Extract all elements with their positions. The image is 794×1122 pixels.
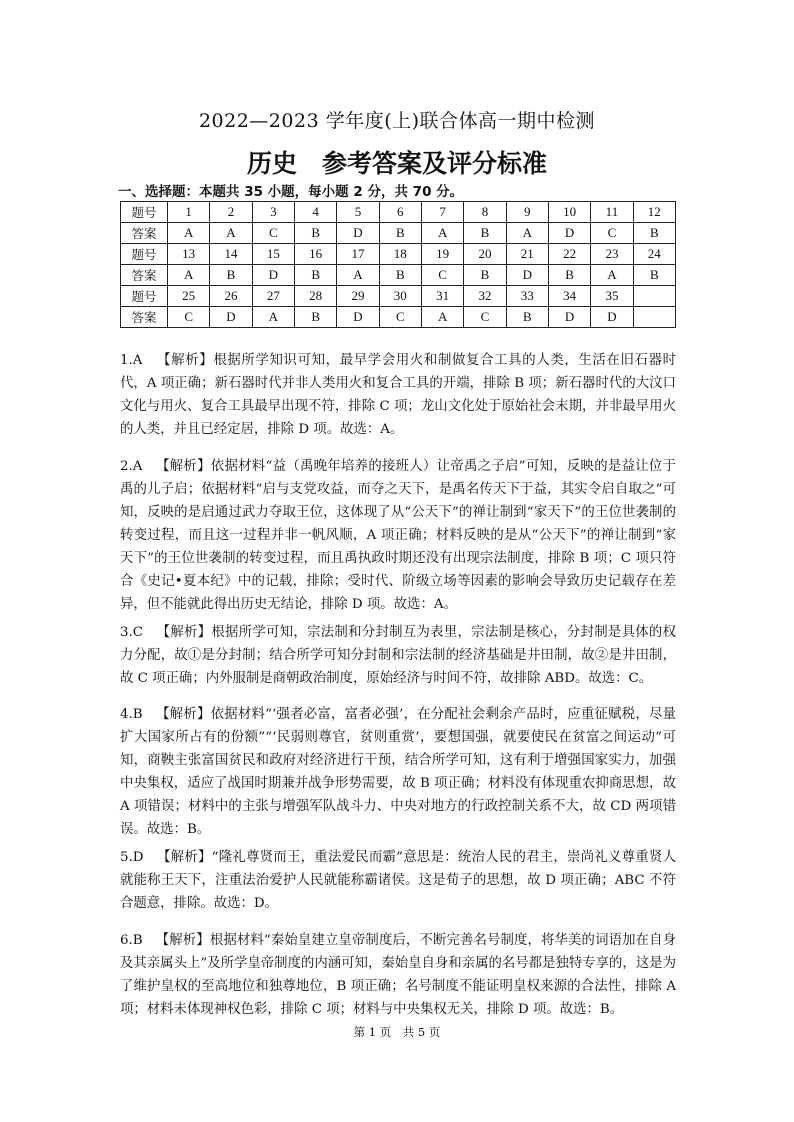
answer-row: [121, 307, 676, 328]
row-label: 题号: [121, 244, 168, 265]
question-number-cell: 31: [421, 286, 463, 307]
question-number-row: [121, 244, 676, 265]
question-number-cell: 9: [506, 202, 548, 223]
answer-cell: A: [337, 265, 379, 286]
explanation-number: 1.A: [120, 353, 143, 368]
explanation-number: 5.D: [120, 850, 144, 865]
question-number-cell: 20: [464, 244, 506, 265]
answer-cell: C: [252, 223, 294, 244]
explanation-5: [120, 846, 676, 915]
explanation-tag: 【解析】: [157, 850, 212, 865]
explanation-tag: 【解析】: [157, 353, 214, 368]
question-number-cell: 30: [379, 286, 421, 307]
answer-cell: B: [210, 265, 252, 286]
question-number-cell: 13: [168, 244, 210, 265]
explanation-4: [120, 703, 676, 841]
row-label: 答案: [121, 223, 168, 244]
document-title: 2022—2023 学年度(上)联合体高一期中检测: [198, 110, 596, 132]
question-number-cell: 16: [294, 244, 336, 265]
answer-cell: B: [379, 223, 421, 244]
explanation-tag: 【解析】: [155, 933, 210, 948]
answer-cell: C: [591, 223, 633, 244]
question-number-cell: 5: [337, 202, 379, 223]
answer-cell: D: [548, 223, 590, 244]
answer-cell: B: [294, 265, 336, 286]
answer-cell: B: [464, 265, 506, 286]
answer-cell: C: [464, 307, 506, 328]
question-number-cell: 1: [168, 202, 210, 223]
question-number-cell: 33: [506, 286, 548, 307]
answer-cell: A: [168, 265, 210, 286]
answer-cell: D: [252, 265, 294, 286]
question-number-cell: 15: [252, 244, 294, 265]
answer-table: [120, 201, 676, 328]
question-number-cell: [633, 286, 675, 307]
answer-row: [121, 223, 676, 244]
explanation-tag: 【解析】: [156, 707, 211, 722]
question-number-cell: 24: [633, 244, 675, 265]
question-number-cell: 11: [591, 202, 633, 223]
answer-cell: A: [506, 223, 548, 244]
question-number-cell: 35: [591, 286, 633, 307]
question-number-row: [121, 202, 676, 223]
explanation-tag: 【解析】: [156, 625, 212, 640]
page-footer: 第 1 页 共 5 页: [353, 1025, 441, 1039]
question-number-cell: 18: [379, 244, 421, 265]
explanation-6: [120, 929, 676, 1021]
explanation-number: 2.A: [120, 459, 143, 474]
answer-cell: A: [421, 223, 463, 244]
explanation-tag: 【解析】: [156, 459, 211, 474]
answer-cell: C: [379, 307, 421, 328]
question-number-cell: 3: [252, 202, 294, 223]
answer-cell: B: [464, 223, 506, 244]
explanation-1: [120, 349, 676, 441]
explanation-text: 根据所学可知，宗法制和分封制互为表里，宗法制是核心，分封制是具体的权力分配，故①是分封制；结合所学可知分封制和宗法制的经济基础是井田制，故②是井田制，故 C 项正确；内外服制是商朝政治制度，原始经济与时间不符，故排除 ABD。故选：C。: [120, 625, 676, 686]
question-number-cell: 25: [168, 286, 210, 307]
answer-cell: A: [168, 223, 210, 244]
explanation-3: [120, 621, 676, 690]
question-number-cell: 17: [337, 244, 379, 265]
answer-cell: D: [591, 307, 633, 328]
question-number-row: [121, 286, 676, 307]
answer-cell: A: [421, 307, 463, 328]
question-number-cell: 7: [421, 202, 463, 223]
section-heading: 一、选择题：本题共 35 小题，每小题 2 分，共 70 分。: [118, 184, 464, 200]
question-number-cell: 21: [506, 244, 548, 265]
answer-cell: C: [421, 265, 463, 286]
explanation-2: [120, 455, 676, 616]
question-number-cell: 29: [337, 286, 379, 307]
question-number-cell: 10: [548, 202, 590, 223]
question-number-cell: 28: [294, 286, 336, 307]
answer-cell: A: [210, 223, 252, 244]
document-subtitle: 历史 参考答案及评分标准: [246, 149, 547, 178]
explanation-number: 4.B: [120, 707, 143, 722]
answer-cell: D: [210, 307, 252, 328]
question-number-cell: 2: [210, 202, 252, 223]
answer-cell: [633, 307, 675, 328]
answer-cell: B: [294, 307, 336, 328]
answer-cell: A: [252, 307, 294, 328]
explanation-text: 依据材料“‘强者必富，富者必强’，在分配社会剩余产品时，应重征赋税，尽量扩大国家所占有的份额”“‘民弱则尊官，贫则重赏’，要想国强，就要使民在贫富之间运动”可知，商鞅主张富国贫民和政府对经济进行干预，结合所学可知，这有利于增强国家实力，加强中央集权，适应了战国时期兼并战争形势需要，故 B 项正确；材料没有体现重农抑商思想，故 A 项错误；材料中的主张与增强军队战斗力、中央对地方的行政控制关系不大，故 CD 两项错误。故选：B。: [120, 707, 677, 837]
answer-cell: B: [506, 307, 548, 328]
answer-cell: A: [591, 265, 633, 286]
explanation-text: 根据所学知识可知，最早学会用火和制做复合工具的人类，生活在旧石器时代，A 项正确；新石器时代并非人类用火和复合工具的开端，排除 B 项；新石器时代的大汶口文化与用火、复合工具最早出现不符，排除 C 项；龙山文化处于原始社会末期，并非最早用火的人类，并且已经定居，排除 D 项。故选：A。: [120, 353, 677, 437]
question-number-cell: 32: [464, 286, 506, 307]
answer-cell: B: [633, 223, 675, 244]
answer-cell: B: [548, 265, 590, 286]
question-number-cell: 6: [379, 202, 421, 223]
answer-cell: B: [379, 265, 421, 286]
answer-cell: D: [548, 307, 590, 328]
row-label: 题号: [121, 286, 168, 307]
answer-cell: B: [294, 223, 336, 244]
question-number-cell: 34: [548, 286, 590, 307]
answer-cell: C: [168, 307, 210, 328]
row-label: 答案: [121, 307, 168, 328]
question-number-cell: 22: [548, 244, 590, 265]
question-number-cell: 4: [294, 202, 336, 223]
explanation-text: “隆礼尊贤而王，重法爱民而霸”意思是：统治人民的君主，崇尚礼义尊重贤人就能称王天下，注重法治爱护人民就能称霸诸侯。这是荀子的思想，故 D 项正确；ABC 不符合题意，排除。故选：D。: [120, 850, 676, 911]
answer-cell: B: [633, 265, 675, 286]
answer-cell: D: [337, 223, 379, 244]
question-number-cell: 19: [421, 244, 463, 265]
question-number-cell: 23: [591, 244, 633, 265]
answer-row: [121, 265, 676, 286]
question-number-cell: 26: [210, 286, 252, 307]
question-number-cell: 14: [210, 244, 252, 265]
row-label: 答案: [121, 265, 168, 286]
explanation-number: 6.B: [120, 933, 143, 948]
explanation-number: 3.C: [120, 625, 144, 640]
question-number-cell: 8: [464, 202, 506, 223]
explanation-text: 根据材料“秦始皇建立皇帝制度后，不断完善名号制度，将华美的词语加在自身及其亲属头上”及所学皇帝制度的内涵可知，秦始皇自身和亲属的名号都是独特专享的，这是为了维护皇权的至高地位和独尊地位，B 项正确；名号制度不能证明皇权来源的合法性，排除 A 项；材料未体现神权色彩，排除 C 项；材料与中央集权无关，排除 D 项。故选：B。: [120, 933, 677, 1017]
question-number-cell: 27: [252, 286, 294, 307]
answer-cell: D: [506, 265, 548, 286]
explanation-text: 依据材料“益（禹晚年培养的接班人）让帝禹之子启”可知，反映的是益让位于禹的儿子启；依据材料“启与支党攻益，而夺之天下，是禹名传天下于益，其实令启自取之”可知，反映的是启通过武力夺取王位，这体现了从“公天下”的禅让制到“家天下”的王位世袭制的转变过程，而且这一过程并非一帆风顺，A 项正确；材料反映的是从“公天下”的禅让制到“家天下”的王位世袭制的转变过程，而且禹执政时期还没有出现宗法制度，排除 B 项；C 项只符合《史记•夏本纪》中的记载，排除；受时代、阶级立场等因素的影响会导致历史记载存在差异，但不能就此得出历史无结论，排除 D 项。故选：A。: [120, 459, 676, 612]
answer-cell: D: [337, 307, 379, 328]
row-label: 题号: [121, 202, 168, 223]
question-number-cell: 12: [633, 202, 675, 223]
